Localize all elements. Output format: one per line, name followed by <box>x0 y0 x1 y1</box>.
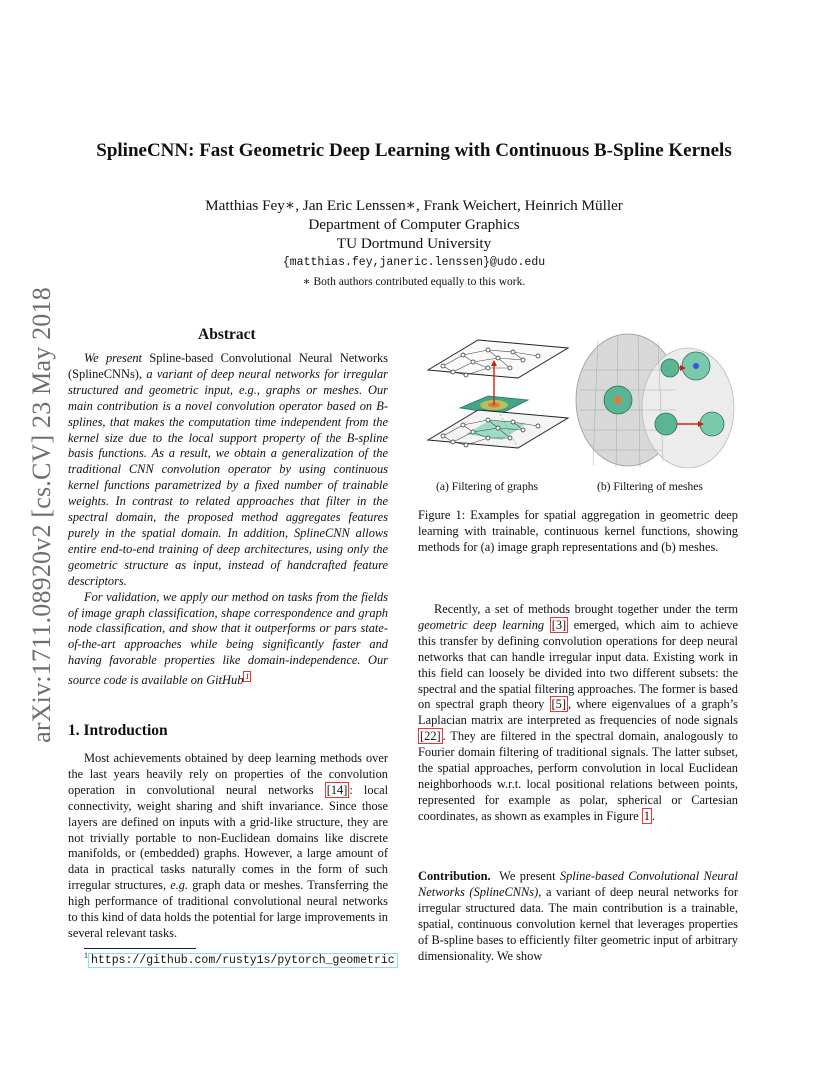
author-department: Department of Computer Graphics <box>308 216 520 233</box>
abstract-body <box>68 351 388 689</box>
abstract-paragraph-1: We present Spline-based Convolutional Neural Networks (SplineCNNs), a variant of deep neural networks for irregular structured and geometric input, e.g., graphs or meshes. Our main contribution is a novel convolution operator based on B-splines, that makes the computation time independent from the kernel size due to the local support property of the B-spline basis functions. As a result, we obtain a generalization of the traditional CNN convolution operator by using continuous kernel functions parametrized by a fixed number of trainable weights. In contrast to related approaches that filter in the spectral domain, the proposed method aggregates features purely in the spatial domain. In addition, SplineCNN allows entire end-to-end training of deep architectures, using only the geometric structure as input, instead of handcrafted feature descriptors. <box>68 351 388 588</box>
author-university: TU Dortmund University <box>336 235 492 252</box>
introduction-body <box>68 751 388 942</box>
abstract-heading: Abstract <box>198 326 256 343</box>
citation-14[interactable]: [14] <box>326 782 348 797</box>
equal-contribution-note: ∗ Both authors contributed equally to this work. <box>302 276 526 288</box>
figure-1b-subcaption: (b) Filtering of meshes <box>597 480 703 493</box>
arxiv-id: arXiv:1711.08920v2 [cs.CV] 23 May 2018 <box>27 287 56 743</box>
figure-1a-subcaption: (a) Filtering of graphs <box>436 480 539 493</box>
footnote-ref-1[interactable]: 1 <box>245 672 250 682</box>
github-link[interactable]: https://github.com/rusty1s/pytorch_geometric <box>88 953 398 968</box>
footnote-divider <box>84 948 196 949</box>
right-column-paragraph-1: Recently, a set of methods brought together under the term geometric deep learning [3] emerged, which aim to achieve this transfer by defining convolution operations for deep neural networks that can handle irregular input data. Existing work in this field can loosely be divided into two different subsets: the spectral and the spatial filtering approaches. The former is based on spectral graph theory [5] , where eigenvalues of a graph’s Laplacian matrix are interpreted as frequencies of node signals [22] . They are filtered in the spectral domain, analogously to Fourier domain filtering of traditional signals. The latter subset, the spatial approaches, perform convolution in local Euclidean neighborhoods w.r.t. local positional relations between points, represented for example as polar, spherical or Cartesian coordinates, as shown as examples in Figure 1 . <box>418 602 739 823</box>
citation-22[interactable]: [22] <box>420 729 441 744</box>
figure-1-image <box>418 330 738 478</box>
graph-filtering-illustration <box>428 340 568 448</box>
citation-5[interactable]: [5] <box>551 697 566 712</box>
intro-paragraph-1: Most achievements obtained by deep learning methods over the last years heavily rely on properties of the convolution operation in convolutional neural networks [14] : local connectivity, weight sharing and shift invariance. Since those layers are defined on inputs with a grid-like structure, they are not trivially portable to non-Euclidean domains like discrete manifolds, or (embedded) graphs. However, a large amount of data in practical tasks naturally comes in the form of such irregular structures, e.g. graph data or meshes. Transferring the high performance of traditional convolutional neural networks to this kind of data holds the potential for large improvements in several relevant tasks. <box>68 751 389 940</box>
mesh-filtering-illustration <box>576 334 734 468</box>
citation-3[interactable]: [3] <box>551 617 567 632</box>
arxiv-sidebar-stamp <box>22 270 62 760</box>
figure-1-caption: Figure 1: Examples for spatial aggregation in geometric deep learning with trainable, continuous kernel functions, showing methods for (a) image graph representations and (b) meshes. <box>418 508 738 554</box>
figure-1-ref[interactable]: 1 <box>643 808 650 823</box>
section-heading-introduction: 1. Introduction <box>68 722 168 739</box>
paper-title: SplineCNN: Fast Geometric Deep Learning with Continuous B-Spline Kernels <box>96 140 732 161</box>
author-email: {matthias.fey,janeric.lenssen}@udo.edu <box>282 256 546 269</box>
abstract-paragraph-2: For validation, we apply our method on tasks from the fields of image graph classification, shape correspondence and graph node classification, and show that it outperforms or pars state-of-the-art approaches while being significantly faster and having favorable properties like domain-independence. Our source code is available on GitHub $^1$ <box>68 589 388 688</box>
contribution-paragraph: Contribution. We present Spline-based Convolutional Neural Networks (SplineCNNs), a variant of deep neural networks for irregular structured data. The main contribution is a trainable, spatial, continuous convolution kernel that leverages properties of B-spline bases to efficiently filter geometric input of arbitrary dimensionality. We show <box>418 869 738 963</box>
author-names: Matthias Fey∗, Jan Eric Lenssen∗, Frank Weichert, Heinrich Müller <box>205 197 623 214</box>
author-block <box>0 196 828 272</box>
footnote-1: $^1$ https://github.com/rusty1s/pytorch_geometric <box>84 951 398 967</box>
contribution-heading: Contribution. <box>418 869 491 883</box>
